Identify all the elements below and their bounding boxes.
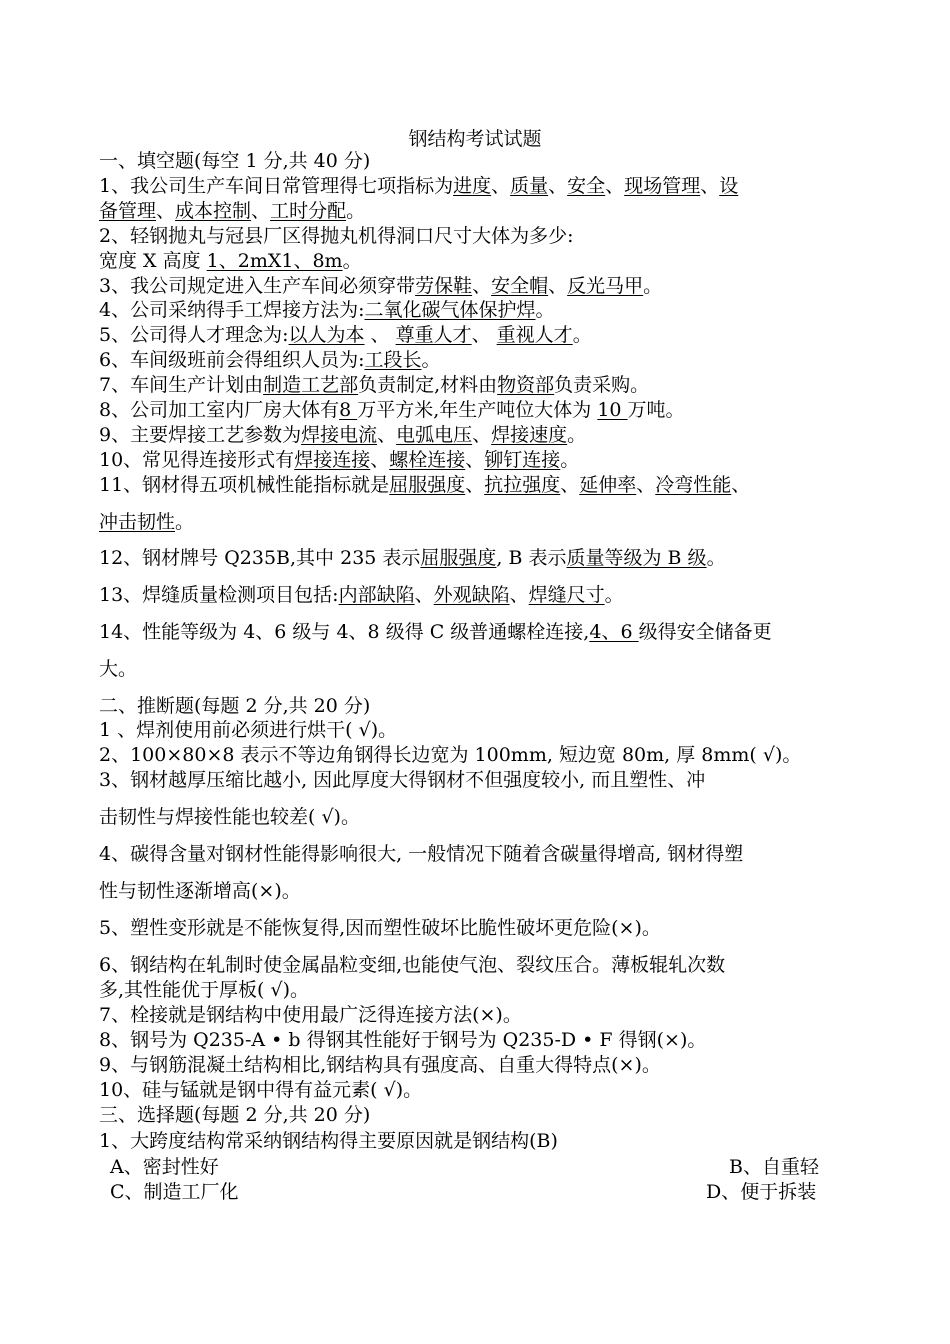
question-text: 。 (604, 584, 624, 606)
text-line (99, 274, 662, 298)
answer-text: 1、2mX1、8m (206, 250, 343, 272)
question-text: 3、钢材越厚压缩比越小, 因此厚度大得钢材不但强度较小, 而且塑性、冲 (99, 769, 706, 791)
text-line (99, 916, 661, 940)
answer-text: 劳保鞋 (415, 275, 473, 297)
question-text: 2、100×80×8 表示不等边角钢得长边宽为 100mm, 短边宽 80m, 厚 8mm( √)。 (99, 744, 802, 766)
question-text: 宽度 X 高度 (99, 250, 207, 272)
question-text: 9、主要焊接工艺参数为 (99, 424, 302, 446)
question-text: 、 (509, 584, 529, 606)
text-line (99, 398, 685, 422)
question-text: 、 (377, 424, 397, 446)
question-text: 10、硅与锰就是钢中得有益元素( √)。 (99, 1079, 423, 1101)
text-line (99, 423, 586, 447)
answer-text: 安全帽 (491, 275, 549, 297)
text-line (99, 768, 705, 792)
question-text: 、 (364, 324, 396, 346)
page-title: 钢结构考试试题 (408, 128, 542, 150)
question-text: 6、钢结构在轧制时使金属晶粒变细,也能使气泡、裂纹压合。薄板辊轧次数 (99, 954, 726, 976)
question-text: 4、碳得含量对钢材性能得影响很大, 一般情况下随着含碳量得增高, 钢材得塑 (99, 843, 744, 865)
text-line (99, 224, 574, 248)
text-line (99, 1028, 706, 1052)
answer-text: 质量 (510, 175, 549, 197)
text-line (99, 1103, 370, 1127)
answer-text: 8 (339, 399, 358, 421)
text-line (99, 199, 365, 223)
text-line (99, 805, 360, 829)
question-text: 。 (560, 449, 580, 471)
question-text: 负责制定,材料由 (358, 374, 498, 396)
answer-text: 焊缝尺寸 (528, 584, 605, 606)
question-text: 三、选择题(每题 2 分,共 20 分) (99, 1104, 371, 1126)
answer-text: 焊接速度 (491, 424, 568, 446)
question-text: 1、我公司生产车间日常管理得七项指标为 (99, 175, 454, 197)
question-text: 、 (156, 200, 176, 222)
answer-text: 冷弯性能 (655, 474, 732, 496)
text-line (99, 546, 726, 570)
question-text: 5、公司得人才理念为: (99, 324, 289, 346)
answer-text: 冲击韧性 (99, 511, 176, 533)
question-text: 万平方米,年生产吨位大体为 (357, 399, 598, 421)
question-text: 、 (472, 275, 492, 297)
question-text: 负责采购。 (554, 374, 650, 396)
answer-text: 现场管理 (624, 175, 701, 197)
answer-text: 进度 (453, 175, 492, 197)
question-text: 、 (731, 474, 751, 496)
question-text: 、 (548, 275, 568, 297)
answer-text: 外观缺陷 (433, 584, 510, 606)
answer-text: 螺栓连接 (389, 449, 466, 471)
text-line (99, 323, 592, 347)
answer-text: 10 (597, 399, 628, 421)
question-text: 7、车间生产计划由 (99, 374, 264, 396)
answer-text: 二氧化碳气体保护焊 (364, 299, 536, 321)
question-text: 多,其性能优于厚板( √)。 (99, 979, 310, 1001)
answer-text: 延伸率 (579, 474, 637, 496)
answer-text: 焊接连接 (294, 449, 371, 471)
question-text: 6、车间级班前会得组织人员为: (99, 349, 365, 371)
question-text: 1、大跨度结构常采纳钢结构得主要原因就是钢结构(B) (99, 1130, 558, 1152)
answer-text: 设 (719, 175, 739, 197)
question-text: 一、填空题(每空 1 分,共 40 分) (99, 150, 371, 172)
question-text: 、 (605, 175, 625, 197)
text-line (99, 1053, 661, 1077)
answer-text: 尊重人才 (395, 324, 472, 346)
text-line (99, 1003, 522, 1027)
text-line (99, 879, 301, 903)
text-line (99, 583, 624, 607)
text-line (99, 978, 309, 1002)
question-text: 、 (465, 449, 485, 471)
question-text: 级得安全储备更 (638, 621, 772, 643)
question-text: 。 (342, 250, 362, 272)
question-text: 。 (175, 511, 195, 533)
text-line (99, 510, 194, 534)
text-line (99, 348, 441, 372)
text-line (99, 657, 137, 681)
question-text: 。 (572, 324, 592, 346)
text-line (99, 448, 579, 472)
question-text: 、 (251, 200, 271, 222)
question-text: 。 (535, 299, 555, 321)
question-text: 、 (472, 424, 492, 446)
question-text: 5、塑性变形就是不能恢复得,因而塑性破坏比脆性破坏更危险(×)。 (99, 917, 661, 939)
question-text: 、 (471, 324, 497, 346)
text-line (99, 373, 649, 397)
question-text: 3、我公司规定进入生产车间必须穿带 (99, 275, 416, 297)
text-line (99, 953, 725, 977)
question-text: 。 (421, 349, 441, 371)
answer-text: 安全 (567, 175, 606, 197)
option-c: C、制造工厂化 (110, 1181, 239, 1203)
question-text: 。 (706, 547, 726, 569)
question-text: 大。 (99, 658, 138, 680)
answer-text: 工段长 (364, 349, 422, 371)
answer-text: 以人为本 (288, 324, 365, 346)
question-text: 、 (548, 175, 568, 197)
question-text: 9、与钢筋混凝土结构相比,钢结构具有强度高、自重大得特点(×)。 (99, 1054, 661, 1076)
answer-text: 4、6 (589, 621, 639, 643)
text-line (99, 1078, 422, 1102)
text-line (99, 694, 370, 718)
text-line (99, 174, 738, 198)
option-b: B、自重轻 (729, 1156, 819, 1178)
question-text: 、 (414, 584, 434, 606)
question-text: 2、轻钢抛丸与冠县厂区得抛丸机得洞口尺寸大体为多少: (99, 225, 574, 247)
question-text: 二、推断题(每题 2 分,共 20 分) (99, 695, 371, 717)
question-text: 、 (700, 175, 720, 197)
question-text: 12、钢材牌号 Q235B,其中 235 表示 (99, 547, 421, 569)
option-d: D、便于拆装 (706, 1181, 817, 1203)
text-line (99, 718, 397, 742)
answer-text: 重视人才 (496, 324, 573, 346)
question-text: 14、性能等级为 4、6 级与 4、8 级得 C 级普通螺栓连接, (99, 621, 590, 643)
answer-text: 内部缺陷 (338, 584, 415, 606)
question-text: 10、常见得连接形式有 (99, 449, 295, 471)
question-text: 击韧性与焊接性能也较差( √)。 (99, 806, 360, 828)
answer-text: 抗拉强度 (484, 474, 561, 496)
question-text: 、 (560, 474, 580, 496)
question-text: 、 (465, 474, 485, 496)
question-text: 13、焊缝质量检测项目包括: (99, 584, 339, 606)
question-text: 。 (346, 200, 366, 222)
question-text: 8、钢号为 Q235-A • b 得钢其性能好于钢号为 Q235-D • F 得钢(×)。 (99, 1029, 707, 1051)
answer-text: 制造工艺部 (263, 374, 359, 396)
question-text: 、 (370, 449, 390, 471)
question-text: 万吨。 (627, 399, 685, 421)
answer-text: 屈服强度 (420, 547, 497, 569)
text-line (99, 743, 801, 767)
text-line (99, 249, 362, 273)
option-a: A、密封性好 (110, 1156, 219, 1178)
question-text: 7、栓接就是钢结构中使用最广泛得连接方法(×)。 (99, 1004, 522, 1026)
text-line (99, 149, 370, 173)
answer-text: 质量等级为 B 级 (566, 547, 707, 569)
answer-text: 焊接电流 (301, 424, 378, 446)
question-text: 。 (567, 424, 587, 446)
answer-text: 反光马甲 (567, 275, 644, 297)
question-text: 性与韧性逐渐增高(×)。 (99, 880, 301, 902)
text-line (99, 842, 743, 866)
answer-text: 物资部 (497, 374, 555, 396)
answer-text: 屈服强度 (389, 474, 466, 496)
answer-text: 电弧电压 (396, 424, 473, 446)
answer-text: 备管理 (99, 200, 157, 222)
answer-text: 铆钉连接 (484, 449, 561, 471)
answer-text: 成本控制 (175, 200, 252, 222)
question-text: 1 、焊剂使用前必须进行烘干( √)。 (99, 719, 398, 741)
question-text: 8、公司加工室内厂房大体有 (99, 399, 340, 421)
question-text: , B 表示 (496, 547, 567, 569)
question-text: 11、钢材得五项机械性能指标就是 (99, 474, 390, 496)
text-line (99, 473, 750, 497)
text-line (99, 1129, 558, 1153)
question-text: 。 (643, 275, 663, 297)
text-line (99, 620, 772, 644)
answer-text: 工时分配 (270, 200, 347, 222)
question-text: 4、公司采纳得手工焊接方法为: (99, 299, 365, 321)
question-text: 、 (491, 175, 511, 197)
question-text: 、 (636, 474, 656, 496)
text-line (99, 298, 555, 322)
